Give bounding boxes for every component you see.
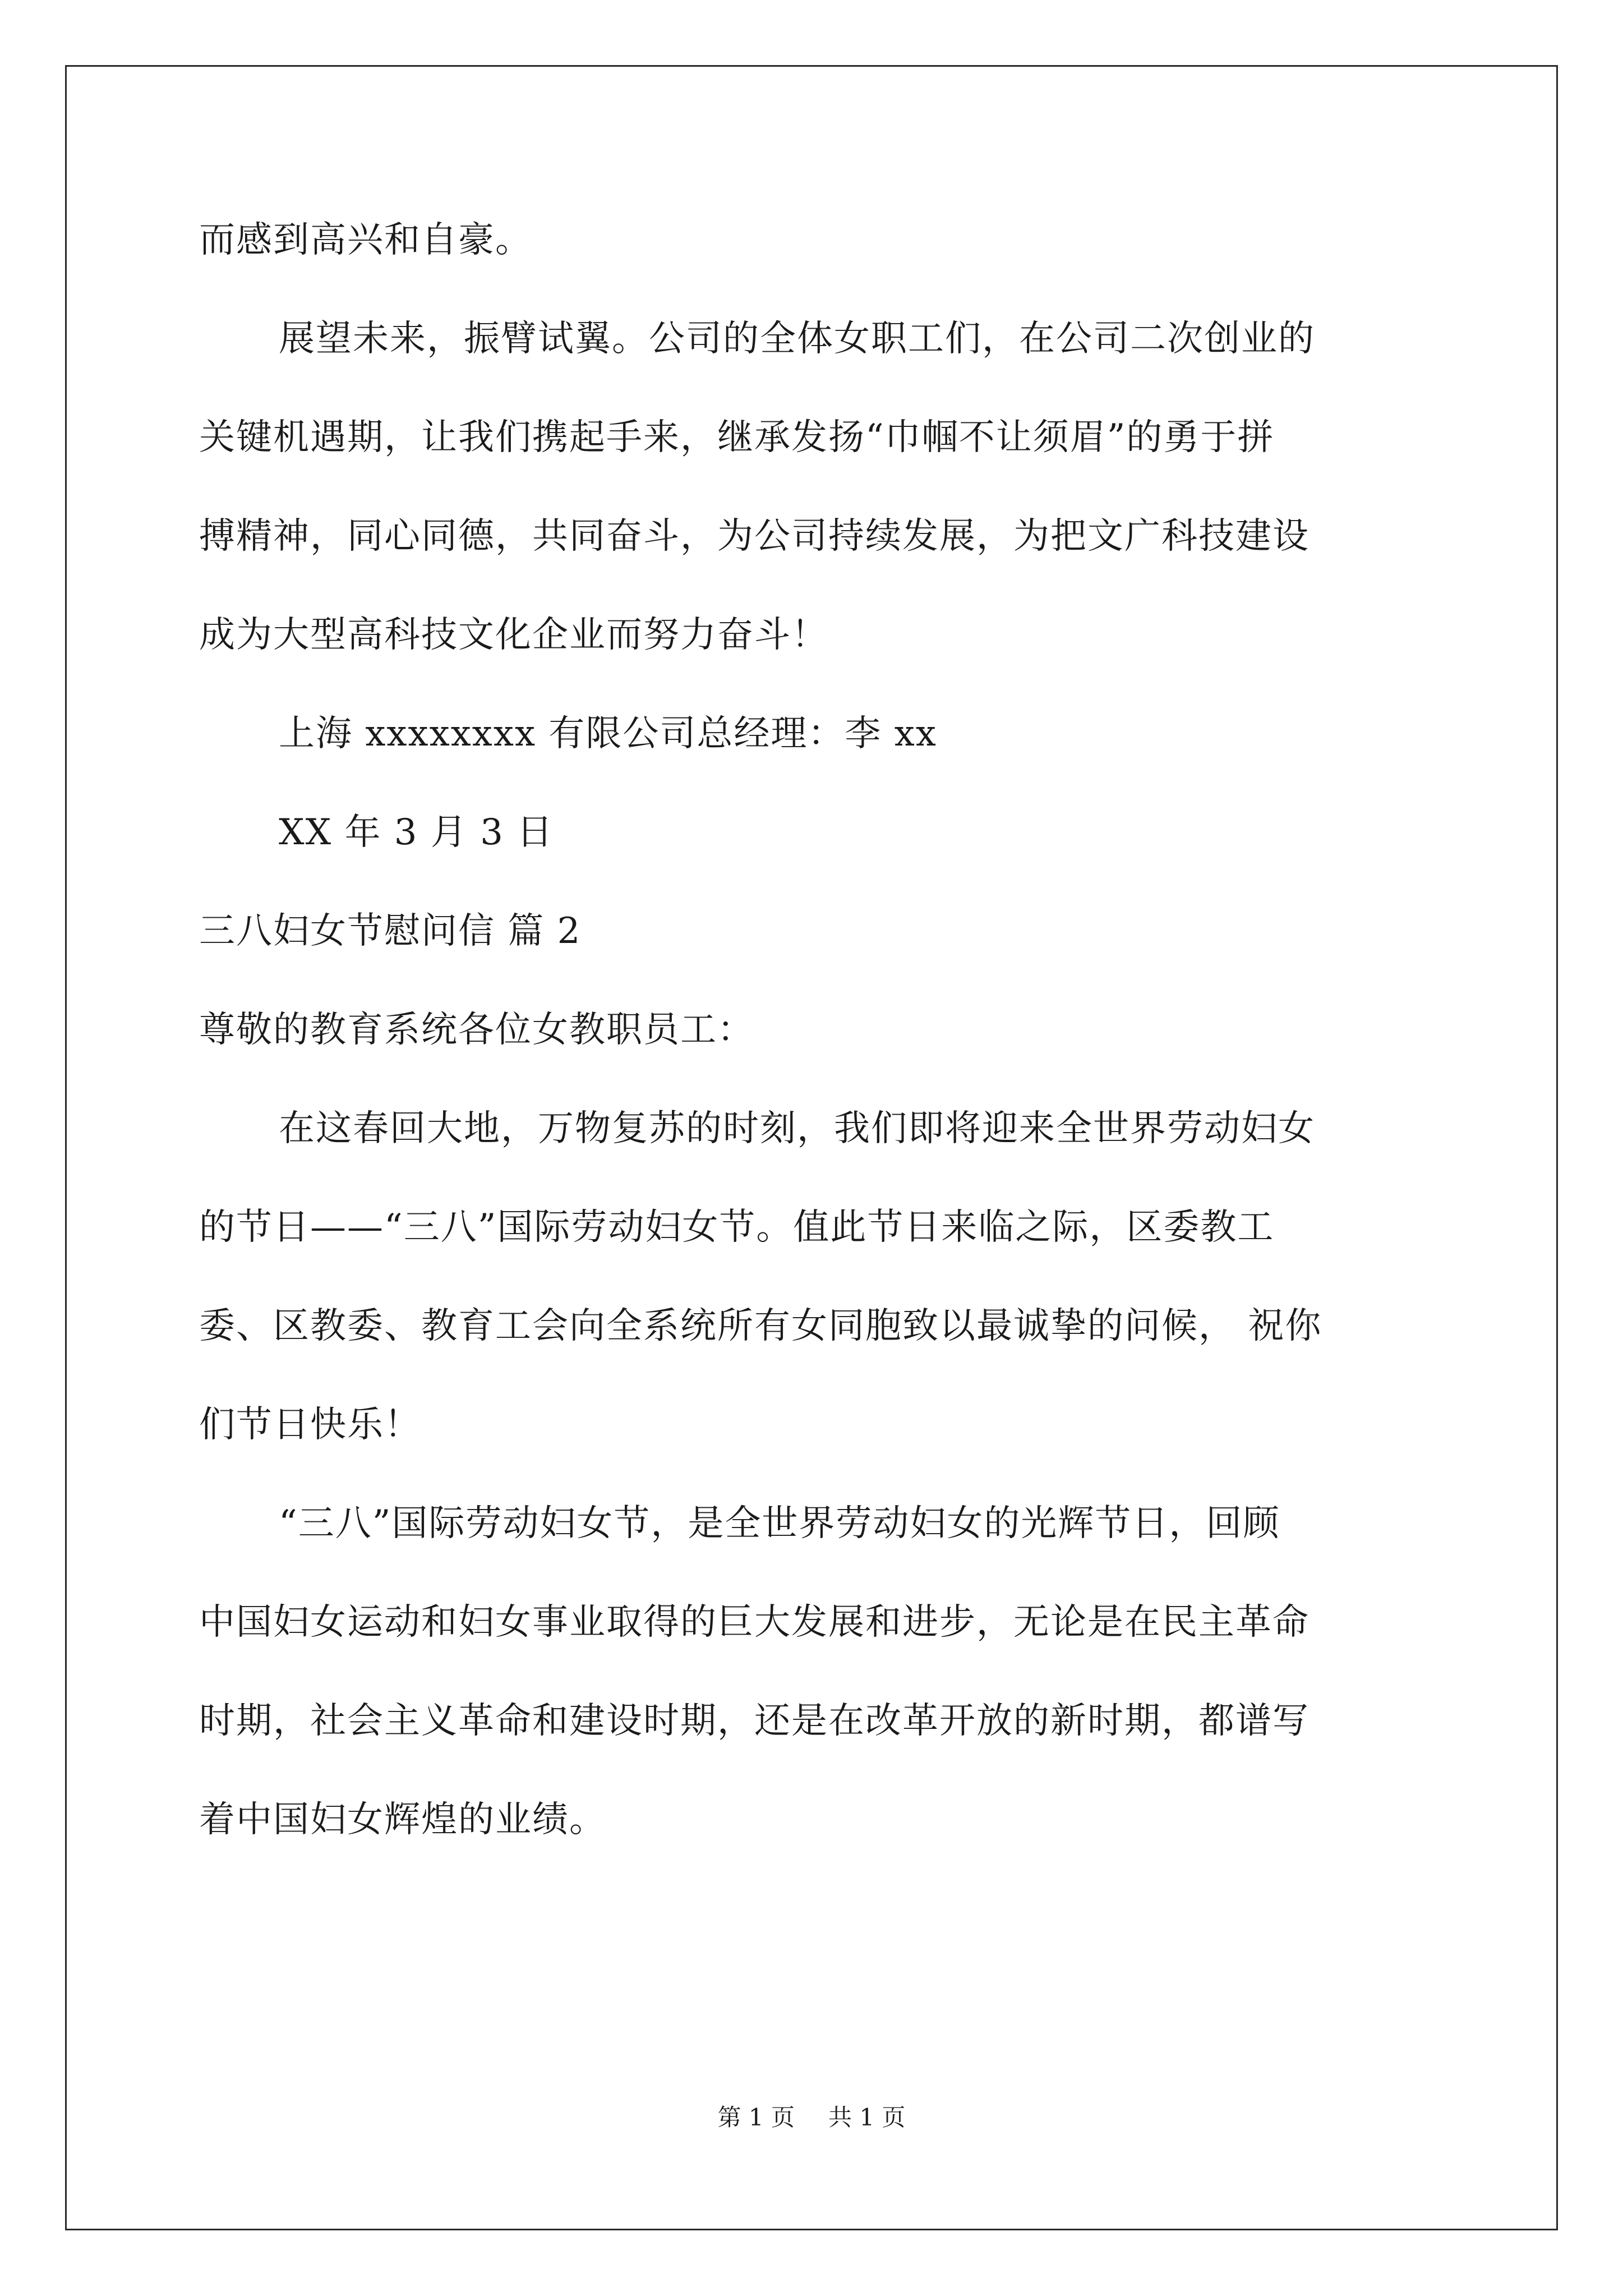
section-title: 三八妇女节慰问信 篇 2	[199, 910, 582, 952]
text-line: 搏精神，同心同德，共同奋斗，为公司持续发展，为把文广科技建设	[199, 516, 1310, 557]
text-line: 成为大型高科技文化企业而努力奋斗！	[199, 614, 828, 656]
text-line: 时期，社会主义革命和建设时期，还是在改革开放的新时期，都谱写	[199, 1700, 1310, 1742]
text-line: 们节日快乐！	[199, 1404, 421, 1446]
text-line: 着中国妇女辉煌的业绩。	[199, 1799, 606, 1841]
signature-line: 上海 xxxxxxxx 有限公司总经理：李 xx	[279, 713, 937, 754]
text-line: 而感到高兴和自豪。	[199, 219, 532, 261]
text-line: 委、区教委、教育工会向全系统所有女同胞致以最诚挚的问候， 祝你	[199, 1305, 1322, 1347]
page-footer	[0, 2101, 1623, 2134]
text-line: 中国妇女运动和妇女事业取得的巨大发展和进步，无论是在民主革命	[199, 1602, 1310, 1643]
text-line: 在这春回大地，万物复苏的时刻，我们即将迎来全世界劳动妇女	[279, 1108, 1315, 1149]
text-line: 的节日——“三八”国际劳动妇女节。值此节日来临之际，区委教工	[199, 1207, 1275, 1248]
document-body	[199, 191, 1427, 1869]
page-total: 共 1 页	[828, 2104, 906, 2131]
text-line: 展望未来，振臂试翼。公司的全体女职工们，在公司二次创业的	[279, 318, 1315, 360]
text-line: 关键机遇期，让我们携起手来，继承发扬“巾帼不让须眉”的勇于拼	[199, 417, 1275, 458]
salutation: 尊敬的教育系统各位女教职员工：	[199, 1009, 754, 1051]
page-number: 第 1 页	[717, 2104, 795, 2131]
date-line: XX 年 3 月 3 日	[279, 812, 554, 853]
text-line: “三八”国际劳动妇女节，是全世界劳动妇女的光辉节日，回顾	[279, 1503, 1280, 1544]
